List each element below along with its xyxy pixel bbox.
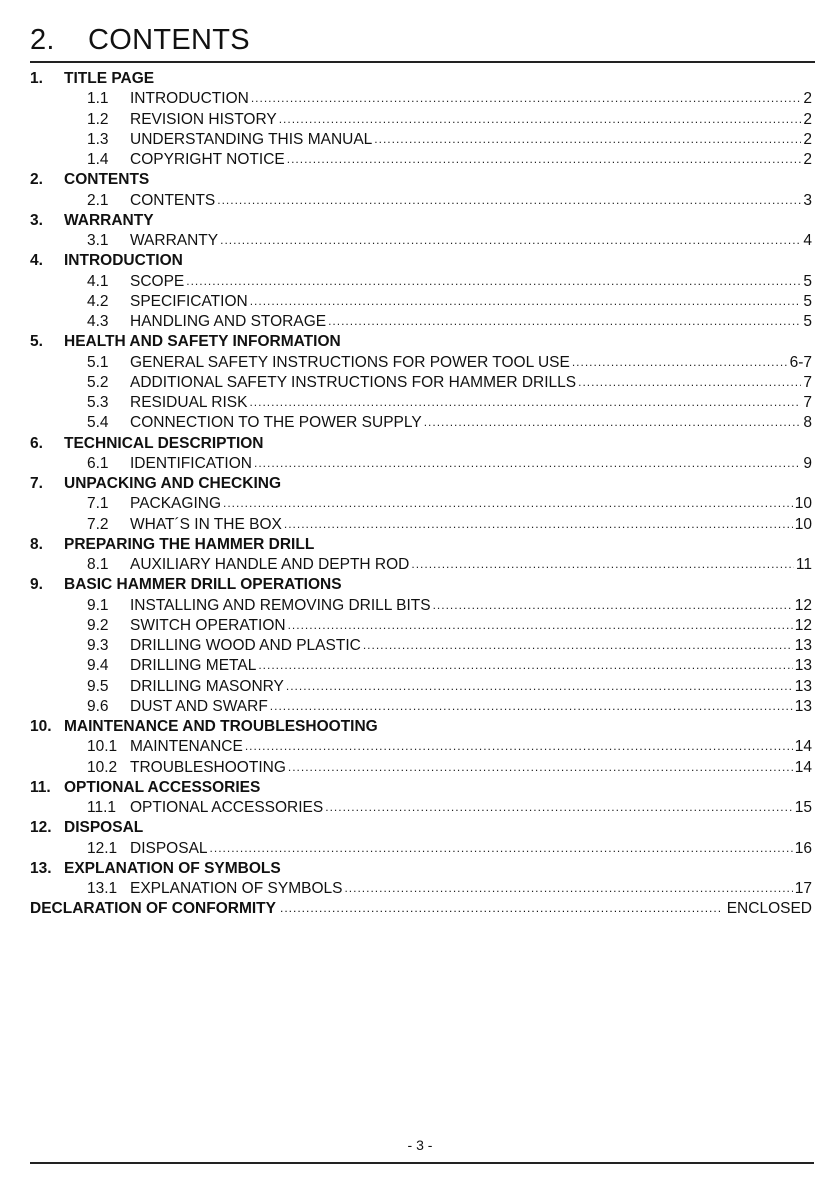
toc-entry-title: CONNECTION TO THE POWER SUPPLY (130, 414, 422, 432)
toc-entry-number: 7.2 (87, 515, 109, 533)
toc-entry-page: 15 (794, 799, 812, 816)
toc-entry-title: DISPOSAL (130, 839, 208, 857)
toc-entry-title: IDENTIFICATION (130, 454, 252, 472)
toc-section-number: 5. (30, 333, 43, 351)
dot-leader (280, 898, 723, 918)
toc-entry[interactable] (30, 737, 812, 757)
toc-section-title: HEALTH AND SAFETY INFORMATION (64, 333, 341, 351)
page-number: - 3 - (407, 1137, 433, 1153)
footer-divider (30, 1162, 814, 1164)
toc-entry-title: DRILLING WOOD AND PLASTIC (130, 637, 361, 654)
toc-entry[interactable] (30, 130, 812, 150)
toc-section-heading[interactable] (30, 69, 812, 89)
dot-leader (245, 736, 793, 756)
toc-entry-number: 1.3 (87, 130, 109, 148)
toc-entry-page: 10 (794, 495, 812, 513)
dot-leader (344, 878, 792, 898)
toc-section-number: 12. (30, 819, 52, 837)
toc-section-number: 9. (30, 576, 43, 594)
toc-entry[interactable] (30, 353, 812, 373)
toc-section-title: OPTIONAL ACCESSORIES (64, 778, 261, 796)
dot-leader (325, 797, 793, 817)
page-title (30, 24, 815, 63)
toc-section-number: 10. (30, 718, 52, 735)
toc-entry-number: 7.1 (87, 495, 109, 513)
toc-entry[interactable] (30, 616, 812, 636)
toc-entry-title: EXPLANATION OF SYMBOLS (130, 880, 343, 897)
dot-leader (258, 655, 792, 675)
toc-entry-number: 3.1 (87, 232, 109, 249)
toc-entry[interactable] (30, 312, 812, 332)
toc-entry-title: OPTIONAL ACCESSORIES (130, 799, 324, 816)
toc-entry-title: CONTENTS (130, 191, 216, 209)
toc-entry-number: 1.4 (87, 151, 109, 168)
toc-entry-page: 7 (803, 394, 812, 411)
toc-section-number: 11. (30, 778, 51, 796)
toc-entry-page: 5 (803, 292, 812, 310)
toc-entry-page: 11 (795, 556, 812, 573)
toc-entry-page: 16 (794, 839, 812, 857)
dot-leader (249, 392, 801, 412)
dot-leader (363, 635, 793, 655)
toc-entry-page: 12 (794, 596, 812, 614)
toc-section-title: UNPACKING AND CHECKING (64, 475, 281, 492)
toc-entry[interactable] (30, 373, 812, 393)
toc-entry-title: GENERAL SAFETY INSTRUCTIONS FOR POWER TOOL USE (130, 353, 570, 371)
toc-entry-title: AUXILIARY HANDLE AND DEPTH ROD (130, 556, 410, 573)
toc-entry-number: 9.3 (87, 637, 109, 654)
toc-entry-title: ADDITIONAL SAFETY INSTRUCTIONS FOR HAMMER DRILLS (130, 373, 577, 391)
toc-entry[interactable] (30, 150, 812, 170)
toc-entry-title: RESIDUAL RISK (130, 394, 248, 411)
dot-leader (270, 696, 793, 716)
toc-entry-page: 5 (803, 272, 812, 290)
toc-section-number: 3. (30, 211, 43, 229)
toc-section-heading[interactable] (30, 332, 812, 352)
toc-entry[interactable] (30, 515, 812, 535)
dot-leader (284, 514, 793, 534)
dot-leader (433, 595, 793, 615)
toc-section-title: INTRODUCTION (64, 252, 183, 270)
toc-section-number: 13. (30, 859, 52, 877)
toc-section-number: 2. (30, 171, 43, 189)
toc-entry-page: 2 (803, 130, 812, 148)
toc-entry-number: 4.3 (87, 313, 109, 330)
toc-entry-number: 12.1 (87, 839, 118, 857)
declaration-page: ENCLOSED (726, 900, 812, 918)
dot-leader (328, 311, 801, 331)
toc-section-title: BASIC HAMMER DRILL OPERATIONS (64, 576, 342, 594)
toc-entry-title: INTRODUCTION (130, 90, 249, 108)
toc-entry-number: 9.5 (87, 677, 109, 695)
toc-entry[interactable] (30, 413, 812, 433)
toc-entry-number: 2.1 (87, 191, 109, 209)
dot-leader (223, 493, 793, 513)
toc-section-title: DISPOSAL (64, 819, 144, 837)
toc-entry-page: 10 (794, 515, 812, 533)
toc-entry-page: 6-7 (789, 353, 812, 371)
toc-entry[interactable] (30, 110, 812, 130)
toc-entry-page: 3 (803, 191, 812, 209)
toc-entry-title: COPYRIGHT NOTICE (130, 151, 285, 168)
dot-leader (424, 412, 802, 432)
toc-entry-number: 5.3 (87, 394, 109, 411)
toc-entry-title: INSTALLING AND REMOVING DRILL BITS (130, 596, 431, 614)
toc-section-heading[interactable] (30, 251, 812, 271)
toc-entry[interactable] (30, 191, 812, 211)
toc-section-number: 7. (30, 475, 43, 492)
toc-entry-page: 12 (794, 616, 812, 634)
toc-entry-page: 7 (803, 373, 812, 391)
toc-section-title: EXPLANATION OF SYMBOLS (64, 859, 281, 877)
toc-entry-page: 5 (803, 313, 812, 330)
toc-entry-title: SWITCH OPERATION (130, 616, 286, 634)
toc-section-title: MAINTENANCE AND TROUBLESHOOTING (64, 718, 378, 735)
toc-section-title: TECHNICAL DESCRIPTION (64, 434, 264, 452)
toc-entry-number: 11.1 (87, 799, 117, 816)
toc-entry[interactable] (30, 798, 812, 818)
toc-entry-page: 2 (803, 110, 812, 128)
toc-section-number: 4. (30, 252, 43, 270)
toc-section-heading[interactable] (30, 535, 812, 555)
toc-entry[interactable] (30, 555, 812, 575)
toc-section-heading[interactable] (30, 859, 812, 879)
toc-entry[interactable] (30, 636, 812, 656)
toc-entry-number: 1.2 (87, 110, 109, 128)
toc-section-title: PREPARING THE HAMMER DRILL (64, 535, 315, 553)
toc-entry-number: 13.1 (87, 880, 118, 897)
toc-entry-title: WHAT´S IN THE BOX (130, 515, 282, 533)
dot-leader (578, 372, 801, 392)
toc-section-number: 1. (30, 70, 43, 87)
toc-entry[interactable] (30, 839, 812, 859)
toc-entry-number: 5.2 (87, 373, 109, 391)
toc-entry-number: 4.1 (87, 272, 109, 290)
toc-section-title: TITLE PAGE (64, 70, 155, 87)
toc-entry-number: 9.4 (87, 657, 109, 675)
toc-section-title: CONTENTS (64, 171, 150, 189)
toc-entry[interactable] (30, 758, 812, 778)
dot-leader (287, 149, 802, 169)
toc-entry-title: PACKAGING (130, 495, 222, 513)
toc-entry-number: 9.2 (87, 616, 109, 634)
toc-entry[interactable] (30, 393, 812, 413)
dot-leader (250, 291, 802, 311)
toc-entry[interactable] (30, 677, 812, 697)
toc-section-heading[interactable] (30, 474, 812, 494)
dot-leader (210, 838, 793, 858)
dot-leader (572, 352, 788, 372)
dot-leader (288, 615, 793, 635)
dot-leader (288, 757, 793, 777)
dot-leader (411, 554, 794, 574)
toc-entry-title: SCOPE (130, 272, 185, 290)
toc-entry[interactable] (30, 494, 812, 514)
dot-leader (254, 453, 801, 473)
toc-entry-page: 13 (794, 677, 812, 695)
toc-section-heading[interactable] (30, 170, 812, 190)
toc-entry-number: 8.1 (87, 556, 109, 573)
toc-entry-page: 14 (794, 758, 812, 776)
toc-entry-title: MAINTENANCE (130, 738, 243, 756)
toc-section-heading[interactable] (30, 818, 812, 838)
declaration-title: DECLARATION OF CONFORMITY (30, 900, 276, 918)
toc-section-heading[interactable] (30, 211, 812, 231)
toc-declaration-row[interactable] (30, 899, 812, 919)
toc-entry-number: 1.1 (87, 90, 109, 108)
dot-leader (286, 676, 793, 696)
dot-leader (217, 190, 801, 210)
toc-entry-title: TROUBLESHOOTING (130, 758, 286, 776)
toc-section-number: 8. (30, 535, 43, 553)
toc-entry-page: 13 (794, 657, 812, 675)
toc-entry-page: 13 (794, 637, 812, 654)
toc-entry-page: 17 (794, 880, 812, 897)
toc-entry-title: HANDLING AND STORAGE (130, 313, 327, 330)
toc-entry-number: 4.2 (87, 292, 109, 310)
toc-section-heading[interactable] (30, 575, 812, 595)
toc-entry[interactable] (30, 89, 812, 109)
toc-entry-number: 10.1 (87, 738, 118, 756)
toc-entry[interactable] (30, 272, 812, 292)
toc-entry-number: 9.1 (87, 596, 109, 614)
toc-entry-title: DRILLING MASONRY (130, 677, 284, 695)
toc-entry[interactable] (30, 596, 812, 616)
table-of-contents (30, 69, 812, 920)
toc-entry-page: 2 (803, 90, 812, 108)
toc-entry[interactable] (30, 292, 812, 312)
toc-entry-title: DRILLING METAL (130, 657, 257, 675)
page-title-number: 2. (30, 24, 55, 56)
toc-entry-page: 2 (803, 151, 812, 168)
toc-entry-title: DUST AND SWARF (130, 697, 268, 715)
toc-entry[interactable] (30, 697, 812, 717)
dot-leader (220, 230, 801, 250)
dot-leader (279, 109, 802, 129)
toc-section-heading[interactable] (30, 434, 812, 454)
toc-entry-title: UNDERSTANDING THIS MANUAL (130, 130, 373, 148)
toc-entry-page: 9 (803, 454, 812, 472)
toc-entry-title: WARRANTY (130, 232, 219, 249)
toc-entry[interactable] (30, 231, 812, 251)
toc-entry-title: SPECIFICATION (130, 292, 248, 310)
toc-entry[interactable] (30, 454, 812, 474)
toc-section-heading[interactable] (30, 717, 812, 737)
toc-entry-number: 6.1 (87, 454, 109, 472)
toc-entry[interactable] (30, 879, 812, 899)
toc-section-number: 6. (30, 434, 43, 452)
page-title-text: CONTENTS (88, 24, 250, 56)
dot-leader (186, 271, 801, 291)
toc-entry-page: 4 (803, 232, 812, 249)
toc-entry-page: 14 (794, 738, 812, 756)
toc-entry-number: 5.4 (87, 414, 109, 432)
dot-leader (374, 129, 801, 149)
toc-entry[interactable] (30, 656, 812, 676)
toc-entry-number: 10.2 (87, 758, 118, 776)
dot-leader (251, 88, 802, 108)
toc-entry-number: 9.6 (87, 697, 109, 715)
toc-section-heading[interactable] (30, 778, 812, 798)
toc-entry-page: 13 (794, 697, 812, 715)
toc-entry-number: 5.1 (87, 353, 109, 371)
toc-entry-title: REVISION HISTORY (130, 110, 277, 128)
toc-entry-page: 8 (803, 414, 812, 432)
toc-section-title: WARRANTY (64, 211, 154, 229)
